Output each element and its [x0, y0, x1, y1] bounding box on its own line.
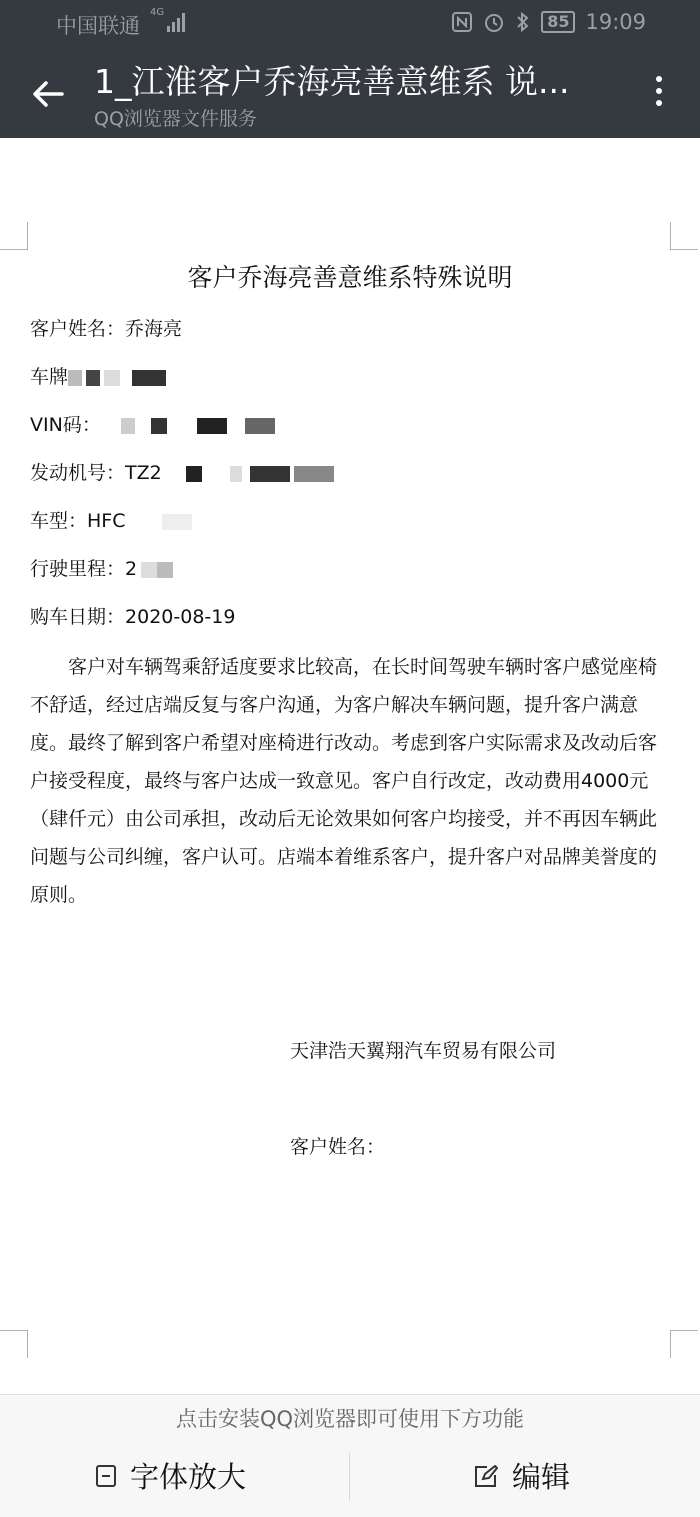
file-title: 1_江淮客户乔海亮善意维系 说... [94, 62, 570, 101]
file-subtitle: QQ浏览器文件服务 [94, 108, 257, 130]
install-tip: 点击安装QQ浏览器即可使用下方功能 [175, 1407, 525, 1431]
back-arrow-icon[interactable] [28, 74, 68, 114]
field-label: 购车日期： [30, 606, 126, 628]
corner-mark-bottom-right [670, 1330, 698, 1358]
company-signature: 天津浩天翼翔汽车贸易有限公司 [290, 1040, 557, 1062]
field-value: HFC [87, 510, 126, 532]
field-value: 乔海亮 [125, 318, 183, 340]
customer-signature-label: 客户姓名： [290, 1136, 386, 1158]
field-label: 行驶里程： [30, 558, 126, 580]
network-type: 4G [150, 7, 165, 18]
document-title: 客户乔海亮善意维系特殊说明 [187, 263, 513, 292]
field-engine-number [30, 458, 334, 485]
signal-icon [166, 12, 188, 32]
corner-mark-top-right [670, 222, 698, 250]
edit-icon [474, 1465, 498, 1487]
field-label: 车牌 [30, 366, 69, 388]
field-plate [30, 362, 166, 389]
field-label: 发动机号： [30, 462, 126, 484]
battery-level: 85 [541, 11, 575, 33]
field-purchase-date [30, 602, 235, 629]
field-vin [30, 410, 275, 437]
font-enlarge-label: 字体放大 [130, 1460, 247, 1494]
bluetooth-icon [515, 11, 531, 33]
top-app-bar [0, 0, 700, 138]
toolbar-divider [349, 1453, 350, 1501]
field-customer-name [30, 314, 182, 341]
font-size-icon [96, 1465, 116, 1487]
corner-mark-bottom-left [0, 1330, 28, 1358]
field-vehicle-model [30, 506, 192, 533]
bottom-toolbar [0, 1394, 700, 1517]
field-label: VIN码： [30, 414, 101, 436]
field-value: TZ2 [125, 462, 162, 484]
font-enlarge-button[interactable] [96, 1455, 246, 1496]
clock: 19:09 [585, 10, 646, 34]
more-options-icon[interactable] [654, 76, 664, 110]
field-label: 客户姓名： [30, 318, 126, 340]
field-mileage [30, 554, 173, 581]
corner-mark-top-left [0, 222, 28, 250]
alarm-icon [483, 11, 505, 33]
field-value: 2 [125, 558, 138, 580]
edit-button[interactable] [474, 1455, 570, 1496]
field-label: 车型： [30, 510, 88, 532]
document-body-paragraph: 客户对车辆驾乘舒适度要求比较高，在长时间驾驶车辆时客户感觉座椅不舒适，经过店端反复与客户沟通，为客户解决车辆问题，提升客户满意度。最终了解到客户希望对座椅进行改动。考虑到客户实际需求及改动后客户接受程度，最终与客户达成一致意见。客户自行改定，改动费用4000元（肆仟元）由公司承担，改动后无论效果如何客户均接受，并不再因车辆此问题与公司纠缠，客户认可。店端本着维系客户，提升客户对品牌美誉度的原则。 [30, 656, 658, 906]
field-value: 2020-08-19 [125, 606, 236, 628]
edit-label: 编辑 [512, 1460, 571, 1494]
status-bar [0, 0, 700, 46]
carrier-name: 中国联通 [56, 14, 140, 38]
nfc-icon [451, 11, 473, 33]
